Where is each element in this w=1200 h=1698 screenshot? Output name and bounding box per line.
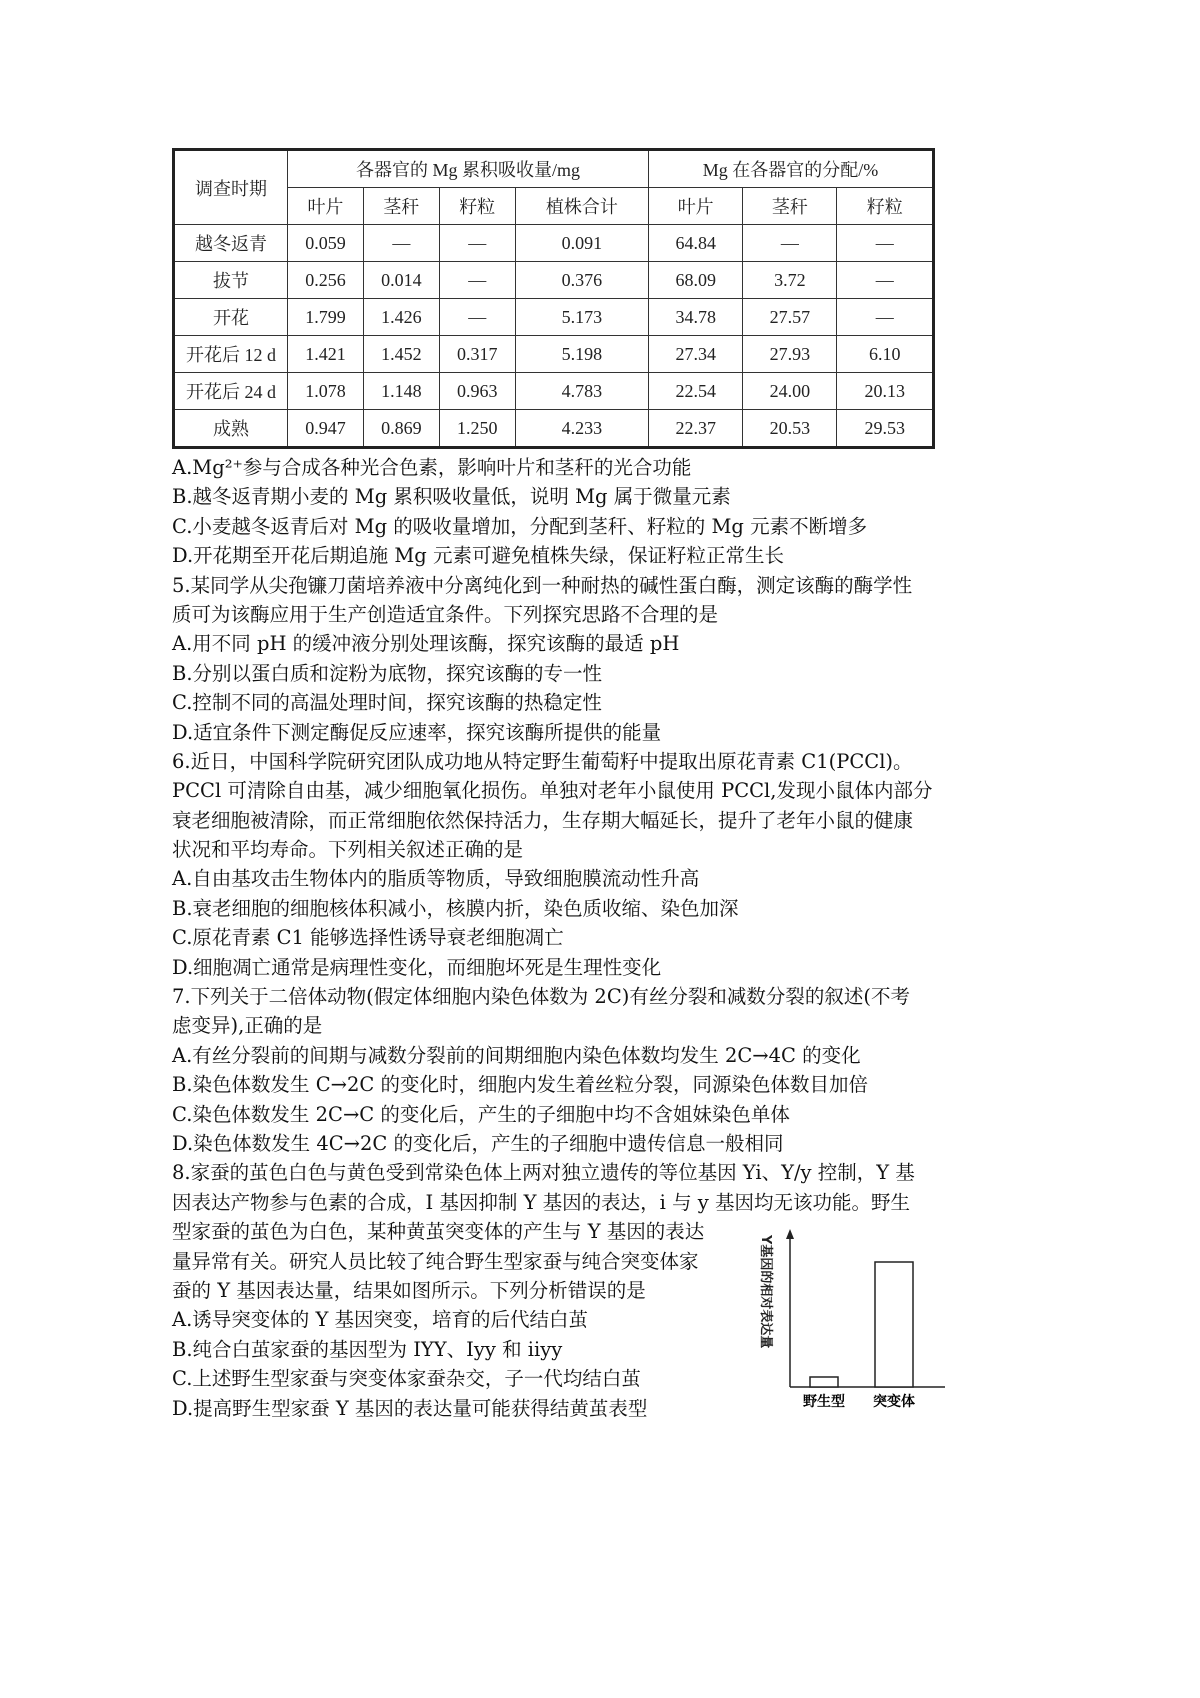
table-cell: 1.078: [288, 373, 364, 410]
text-line: 质可为该酶应用于生产创造适宜条件。下列探究思路不合理的是: [172, 602, 719, 626]
row-period: 开花后 24 d: [174, 373, 288, 410]
table-cell: —: [439, 225, 515, 262]
table-row: [174, 225, 934, 262]
table-cell: 0.014: [363, 262, 439, 299]
table-cell: 20.13: [837, 373, 934, 410]
text-line: 8.家蚕的茧色白色与黄色受到常染色体上两对独立遗传的等位基因 Yi、Y/y 控制，Y 基: [172, 1161, 915, 1185]
table-cell: 1.250: [439, 410, 515, 448]
text-line: B.越冬返青期小麦的 Mg 累积吸收量低，说明 Mg 属于微量元素: [172, 485, 731, 509]
subheader: 茎秆: [363, 188, 439, 225]
table-cell: —: [837, 225, 934, 262]
text-line: C.上述野生型家蚕与突变体家蚕杂交，子一代均结白茧: [172, 1367, 641, 1391]
chart-ylabel: Y基因的相对表达量: [758, 1235, 773, 1349]
table-row: [174, 262, 934, 299]
table-cell: 0.963: [439, 373, 515, 410]
text-line: B.分别以蛋白质和淀粉为底物，探究该酶的专一性: [172, 661, 603, 685]
text-line: 衰老细胞被清除，而正常细胞依然保持活力，生存期大幅延长，提升了老年小鼠的健康: [172, 808, 914, 832]
text-line: C.小麦越冬返青后对 Mg 的吸收量增加，分配到茎秆、籽粒的 Mg 元素不断增多: [172, 514, 868, 538]
text-line: 蚕的 Y 基因表达量，结果如图所示。下列分析错误的是: [172, 1278, 646, 1302]
subheader: 茎秆: [743, 188, 837, 225]
table-cell: 22.37: [649, 410, 743, 448]
table-row: [174, 336, 934, 373]
table-row: [174, 299, 934, 336]
table-cell: 6.10: [837, 336, 934, 373]
table-cell: 0.376: [515, 262, 648, 299]
table-row: [174, 410, 934, 448]
table-cell: 0.256: [288, 262, 364, 299]
text-line: B.纯合白茧家蚕的基因型为 IYY、Iyy 和 iiyy: [172, 1337, 563, 1361]
category-label: 野生型: [803, 1394, 845, 1410]
table-cell: —: [837, 299, 934, 336]
text-line: D.适宜条件下测定酶促反应速率，探究该酶所提供的能量: [172, 720, 662, 744]
text-line: D.开花期至开花后期追施 Mg 元素可避免植株失绿，保证籽粒正常生长: [172, 544, 784, 568]
row-period: 开花: [174, 299, 288, 336]
mg-table: [172, 148, 935, 449]
text-line: A.Mg²⁺参与合成各种光合色素，影响叶片和茎秆的光合功能: [172, 456, 692, 479]
text-line: D.细胞凋亡通常是病理性变化，而细胞坏死是生理性变化: [172, 955, 662, 979]
table-cell: 27.34: [649, 336, 743, 373]
table-cell: 5.198: [515, 336, 648, 373]
text-line: D.提高野生型家蚕 Y 基因的表达量可能获得结黄茧表型: [172, 1396, 648, 1420]
table-cell: —: [743, 225, 837, 262]
row-period: 拔节: [174, 262, 288, 299]
text-line: 状况和平均寿命。下列相关叙述正确的是: [172, 838, 524, 862]
table-cell: 0.091: [515, 225, 648, 262]
row-period: 成熟: [174, 410, 288, 448]
text-line: D.染色体数发生 4C→2C 的变化后，产生的子细胞中遗传信息一般相同: [172, 1131, 784, 1155]
text-line: C.控制不同的高温处理时间，探究该酶的热稳定性: [172, 691, 602, 715]
table-cell: 68.09: [649, 262, 743, 299]
table-cell: 27.57: [743, 299, 837, 336]
row-period: 越冬返青: [174, 225, 288, 262]
table-cell: 1.148: [363, 373, 439, 410]
table-cell: 0.869: [363, 410, 439, 448]
text-line: B.染色体数发生 C→2C 的变化时，细胞内发生着丝粒分裂，同源染色体数目加倍: [172, 1073, 869, 1097]
text-line: PCCl 可清除自由基，减少细胞氧化损伤。单独对老年小鼠使用 PCCl,发现小鼠体内部分: [172, 779, 933, 803]
y-gene-expression-chart: [740, 1225, 950, 1415]
table-cell: 4.233: [515, 410, 648, 448]
table-cell: 22.54: [649, 373, 743, 410]
subheader: 植株合计: [515, 188, 648, 225]
text-line: A.自由基攻击生物体内的脂质等物质，导致细胞膜流动性升高: [172, 867, 700, 891]
table-cell: 34.78: [649, 299, 743, 336]
subheader: 叶片: [288, 188, 364, 225]
subheader: 籽粒: [439, 188, 515, 225]
table-cell: 1.799: [288, 299, 364, 336]
table-cell: 1.452: [363, 336, 439, 373]
subheader: 籽粒: [837, 188, 934, 225]
table-cell: 64.84: [649, 225, 743, 262]
text-line: 5.某同学从尖孢镰刀菌培养液中分离纯化到一种耐热的碱性蛋白酶，测定该酶的酶学性: [172, 573, 913, 597]
text-line: 因表达产物参与色素的合成，I 基因抑制 Y 基因的表达，i 与 y 基因均无该功能。野生: [172, 1190, 911, 1214]
header-period: 调查时期: [174, 150, 288, 225]
table-cell: 0.059: [288, 225, 364, 262]
y-axis-arrow: [786, 1229, 794, 1239]
bar-1: [875, 1262, 913, 1387]
table-row: [174, 373, 934, 410]
text-line: 型家蚕的茧色为白色，某种黄茧突变体的产生与 Y 基因的表达: [172, 1220, 705, 1244]
table-cell: 4.783: [515, 373, 648, 410]
table-cell: 24.00: [743, 373, 837, 410]
text-line: C.染色体数发生 2C→C 的变化后，产生的子细胞中均不含姐妹染色单体: [172, 1102, 790, 1126]
subheader: 叶片: [649, 188, 743, 225]
text-line: C.原花青素 C1 能够选择性诱导衰老细胞凋亡: [172, 926, 564, 950]
text-line: B.衰老细胞的细胞核体积减小，核膜内折，染色质收缩、染色加深: [172, 896, 739, 920]
table-cell: 0.317: [439, 336, 515, 373]
table-cell: 27.93: [743, 336, 837, 373]
table-cell: 1.421: [288, 336, 364, 373]
header-group2: Mg 在各器官的分配/%: [649, 150, 934, 188]
table-cell: —: [837, 262, 934, 299]
text-line: A.用不同 pH 的缓冲液分别处理该酶，探究该酶的最适 pH: [172, 632, 680, 656]
table-cell: —: [363, 225, 439, 262]
table-cell: —: [439, 299, 515, 336]
category-label: 突变体: [873, 1394, 915, 1410]
row-period: 开花后 12 d: [174, 336, 288, 373]
table-cell: 1.426: [363, 299, 439, 336]
text-line: 量异常有关。研究人员比较了纯合野生型家蚕与纯合突变体家: [172, 1249, 699, 1273]
bar-0: [810, 1377, 838, 1387]
text-line: A.诱导突变体的 Y 基因突变，培育的后代结白茧: [172, 1308, 589, 1332]
table-cell: 3.72: [743, 262, 837, 299]
table-cell: 20.53: [743, 410, 837, 448]
header-group1: 各器官的 Mg 累积吸收量/mg: [288, 150, 649, 188]
text-line: 6.近日，中国科学院研究团队成功地从特定野生葡萄籽中提取出原花青素 C1(PCCl)。: [172, 749, 913, 773]
table-cell: 0.947: [288, 410, 364, 448]
table-cell: 5.173: [515, 299, 648, 336]
table-cell: —: [439, 262, 515, 299]
table-cell: 29.53: [837, 410, 934, 448]
text-line: 7.下列关于二倍体动物(假定体细胞内染色体数为 2C)有丝分裂和减数分裂的叙述(不考: [172, 985, 910, 1009]
text-line: A.有丝分裂前的间期与减数分裂前的间期细胞内染色体数均发生 2C→4C 的变化: [172, 1043, 861, 1067]
text-line: 虑变异),正确的是: [172, 1014, 323, 1038]
